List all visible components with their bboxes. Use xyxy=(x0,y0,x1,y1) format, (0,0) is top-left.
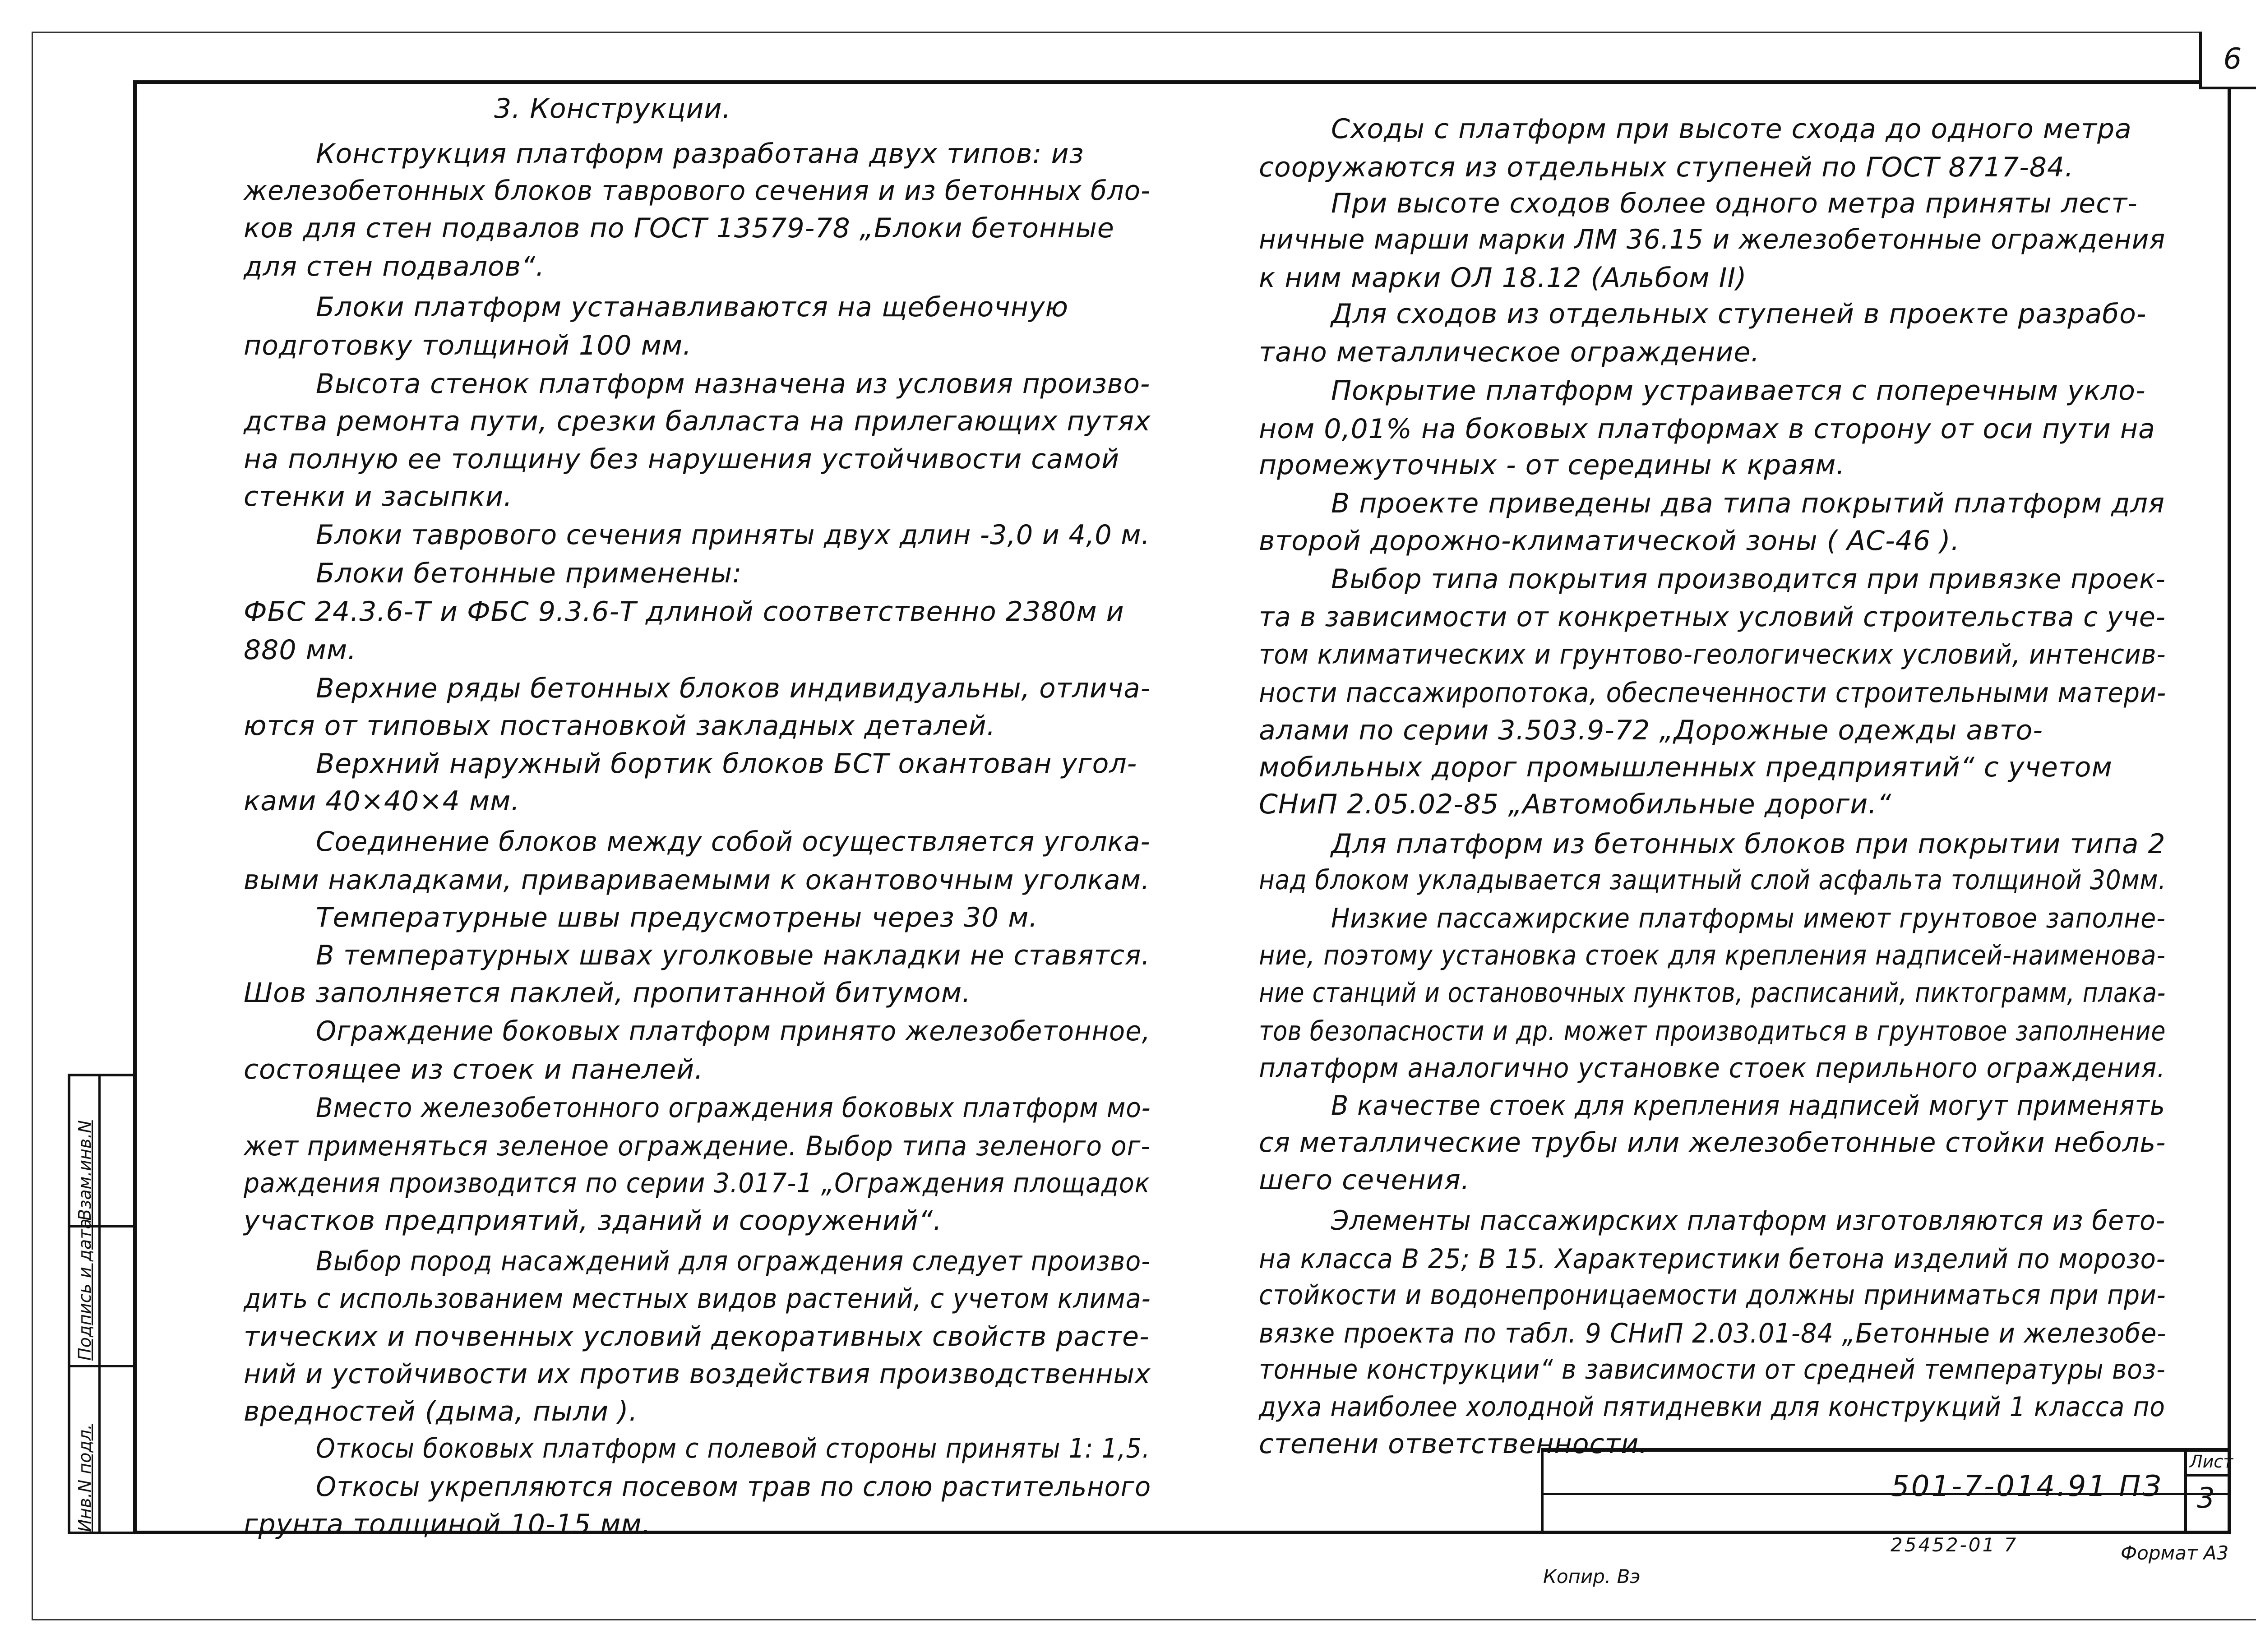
left-column-line: 3. Конструкции. xyxy=(494,93,731,125)
right-column-line: СНиП 2.05.02-85 „Автомобильные дороги.“ xyxy=(1259,789,1892,820)
copied-note: Копир. Вэ xyxy=(1543,1565,1641,1587)
left-column-line: Температурные швы предусмотрены через 30 м. xyxy=(316,902,1038,933)
side-stamp-signature: Подпись и дата xyxy=(75,1218,95,1361)
left-column-line: Верхний наружный бортик блоков БСТ окантован угол- xyxy=(316,748,1137,780)
side-stamp-inv: Инв.N подл. xyxy=(75,1424,95,1532)
right-column-line: ся металлические трубы или железобетонные стойки неболь- xyxy=(1259,1127,2166,1158)
right-column-line: При высоте сходов более одного метра приняты лест- xyxy=(1331,188,2138,219)
right-column-line: второй дорожно-климатической зоны ( АС-46 ). xyxy=(1259,525,1960,557)
right-column-line: ние, поэтому установка стоек для крепления надписей-наименова- xyxy=(1259,940,2166,971)
format-label: Формат А3 xyxy=(2121,1542,2229,1564)
page-number: 6 xyxy=(2199,32,2256,89)
left-column-line: стенки и засыпки. xyxy=(244,481,513,512)
right-column-line: Низкие пассажирские платформы имеют грунтовое заполне- xyxy=(1331,903,2166,934)
right-column-line: та в зависимости от конкретных условий строительства с уче- xyxy=(1259,601,2166,633)
left-column-line: Выбор пород насаждений для ограждения следует произво- xyxy=(316,1246,1151,1277)
left-column-line: В температурных швах уголковые накладки не ставятся. xyxy=(316,940,1151,971)
left-column-line: Вместо железобетонного ограждения боковых платформ мо- xyxy=(316,1092,1151,1124)
right-column-line: тонные конструкции“ в зависимости от средней температуры воз- xyxy=(1259,1354,2166,1385)
right-column-line: стойкости и водонепроницаемости должны приниматься при при- xyxy=(1259,1279,2166,1311)
left-column-line: вредностей (дыма, пыли ). xyxy=(244,1396,638,1427)
right-column-line: ном 0,01% на боковых платформах в сторону от оси пути на xyxy=(1259,413,2155,445)
right-column-line: Сходы с платформ при высоте схода до одного метра xyxy=(1331,113,2132,145)
left-column-line: выми накладками, привариваемыми к окантовочным уголкам. xyxy=(244,864,1150,896)
right-column-line: тов безопасности и др. может производиться в грунтовое заполнение xyxy=(1259,1015,2166,1047)
left-column-line: Откосы боковых платформ с полевой стороны приняты 1: 1,5. xyxy=(316,1433,1151,1464)
right-column-line: том климатических и грунтово-геологических условий, интенсив- xyxy=(1259,639,2166,670)
right-column-line: ние станций и остановочных пунктов, расписаний, пиктограмм, плака- xyxy=(1259,977,2166,1009)
left-column-line: ются от типовых постановкой закладных деталей. xyxy=(244,710,996,742)
left-column-line: Блоки таврового сечения приняты двух длин -3,0 и 4,0 м. xyxy=(316,519,1151,551)
right-column-line: алами по серии 3.503.9-72 „Дорожные одежды авто- xyxy=(1259,715,2043,746)
order-number: 25452-01 7 xyxy=(1891,1534,2018,1556)
left-column-line: Соединение блоков между собой осуществляется уголка- xyxy=(316,826,1151,858)
left-column-line: Блоки бетонные применены: xyxy=(316,558,742,589)
side-stamp xyxy=(68,1074,133,1534)
left-column-line: дить с использованием местных видов растений, с учетом клима- xyxy=(244,1283,1151,1315)
left-column-line: участков предприятий, зданий и сооружений“. xyxy=(244,1205,943,1237)
right-column-line: Для сходов из отдельных ступеней в проекте разрабо- xyxy=(1331,298,2147,330)
left-column-line: Конструкция платформ разработана двух типов: из xyxy=(316,138,1084,170)
left-column-line: Высота стенок платформ назначена из условия произво- xyxy=(316,368,1151,400)
right-column-line: ничные марши марки ЛМ 36.15 и железобетонные ограждения xyxy=(1259,224,2166,255)
right-column-line: промежуточных - от середины к краям. xyxy=(1259,449,1845,481)
right-column-line: шего сечения. xyxy=(1259,1164,1470,1196)
left-column-line: раждения производится по серии 3.017-1 „Ограждения площадок xyxy=(244,1167,1150,1199)
right-column-line: В качестве стоек для крепления надписей могут применять xyxy=(1331,1090,2165,1121)
left-column-line: на полную ее толщину без нарушения устойчивости самой xyxy=(244,443,1119,475)
right-column-line: вязке проекта по табл. 9 СНиП 2.03.01-84 „Бетонные и железобе- xyxy=(1259,1318,2167,1349)
right-column-line: к ним марки ОЛ 18.12 (Альбом II) xyxy=(1259,262,1747,294)
right-column-line: мобильных дорог промышленных предприятий“ с учетом xyxy=(1259,752,2113,783)
left-column-line: ний и устойчивости их против воздействия производственных xyxy=(244,1358,1151,1390)
right-column-line: В проекте приведены два типа покрытий платформ для xyxy=(1331,488,2165,519)
right-column-line: духа наиболее холодной пятидневки для конструкций 1 класса по xyxy=(1259,1391,2165,1423)
left-column-line: жет применяться зеленое ограждение. Выбор типа зеленого ог- xyxy=(244,1131,1151,1162)
sheet-number: 3 xyxy=(2197,1481,2215,1514)
left-column-line: для стен подвалов“. xyxy=(244,251,545,282)
left-column-line: Верхние ряды бетонных блоков индивидуальны, отлича- xyxy=(316,673,1151,704)
side-stamp-replace: Взам.инв.N xyxy=(75,1120,95,1221)
right-column-line: Элементы пассажирских платформ изготовляются из бето- xyxy=(1331,1205,2166,1237)
side-stamp-divider xyxy=(98,1076,101,1532)
right-column-line: Покрытие платформ устраивается с поперечным укло- xyxy=(1331,375,2146,406)
side-stamp-divider xyxy=(70,1365,133,1367)
left-column-line: ками 40×40×4 мм. xyxy=(244,785,520,817)
left-column-line: Ограждение боковых платформ принято железобетонное, xyxy=(316,1015,1151,1047)
left-column-line: ков для стен подвалов по ГОСТ 13579-78 „Блоки бетонные xyxy=(244,212,1114,244)
right-column-line: Для платформ из бетонных блоков при покрытии типа 2 xyxy=(1331,828,2166,860)
left-column-line: подготовку толщиной 100 мм. xyxy=(244,330,692,361)
right-column-line: на класса В 25; В 15. Характеристики бетона изделий по морозо- xyxy=(1259,1243,2166,1275)
left-column-line: железобетонных блоков таврового сечения и из бетонных бло- xyxy=(244,175,1151,207)
left-column-line: ФБС 24.3.6-Т и ФБС 9.3.6-Т длиной соответственно 2380м и xyxy=(244,596,1124,628)
left-column-line: 880 мм. xyxy=(244,634,357,666)
sheet-label: Лист xyxy=(2190,1452,2233,1472)
right-column-line: платформ аналогично установке стоек перильного ограждения. xyxy=(1259,1052,2166,1084)
right-column-line: над блоком укладывается защитный слой асфальта толщиной 30мм. xyxy=(1259,864,2167,896)
left-column-line: грунта толщиной 10-15 мм. xyxy=(244,1509,651,1540)
document-code: 501-7-014.91 ПЗ xyxy=(1891,1470,2163,1503)
title-block-divider xyxy=(2184,1448,2187,1534)
right-column-line: тано металлическое ограждение. xyxy=(1259,337,1760,368)
right-column-line: Выбор типа покрытия производится при привязке проек- xyxy=(1331,563,2166,595)
right-column-line: ности пассажиропотока, обеспеченности строительными матери- xyxy=(1259,677,2167,709)
right-column-line: сооружаются из отдельных ступеней по ГОСТ 8717-84. xyxy=(1259,152,2074,183)
title-block xyxy=(1541,1448,2231,1534)
left-column-line: Откосы укрепляются посевом трав по слою растительного xyxy=(316,1471,1151,1503)
right-column-line: степени ответственности. xyxy=(1259,1428,1648,1460)
left-column-line: тических и почвенных условий декоративных свойств расте- xyxy=(244,1321,1150,1352)
title-block-divider xyxy=(2184,1474,2231,1477)
left-column-line: состоящее из стоек и панелей. xyxy=(244,1054,704,1085)
left-column-line: Блоки платформ устанавливаются на щебеночную xyxy=(316,291,1068,323)
left-column-line: Шов заполняется паклей, пропитанной битумом. xyxy=(244,977,971,1009)
left-column-line: дства ремонта пути, срезки балласта на прилегающих путях xyxy=(244,406,1151,437)
